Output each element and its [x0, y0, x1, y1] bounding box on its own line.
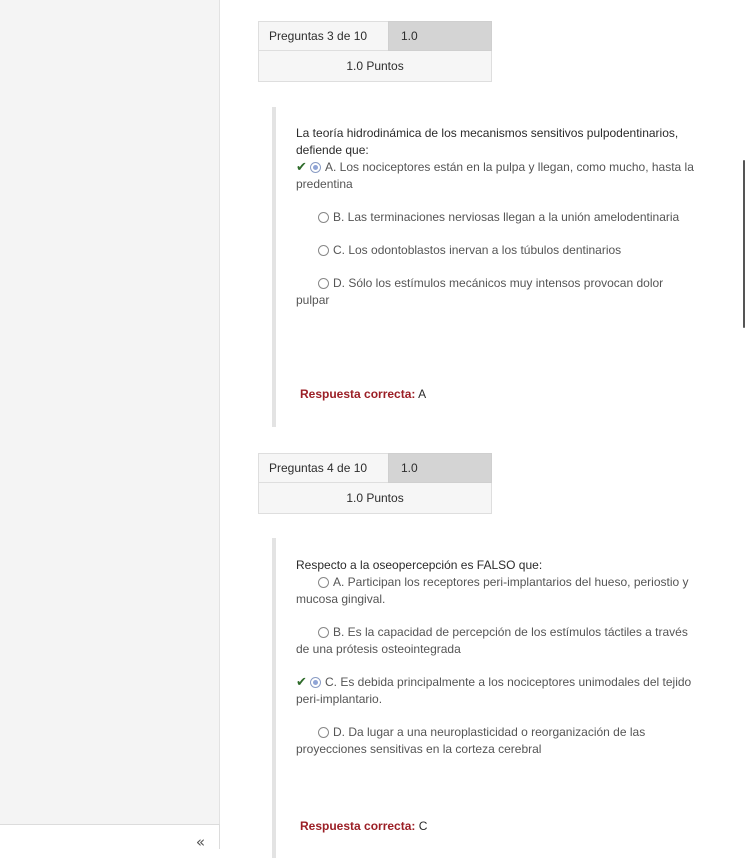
- option-b[interactable]: B. Las terminaciones nerviosas llegan a la unión amelodentinaria: [296, 209, 698, 226]
- correct-check-icon: ✔: [296, 160, 307, 175]
- radio-icon[interactable]: [318, 212, 329, 223]
- question-counter: Preguntas 3 de 10: [258, 21, 388, 51]
- question-score: 1.0: [388, 453, 492, 483]
- option-b[interactable]: B. Es la capacidad de percepción de los estímulos táctiles a través de una prótesis osteointegrada: [296, 625, 688, 656]
- correct-answer-value: A: [418, 387, 427, 401]
- correct-check-icon: ✔: [296, 675, 307, 690]
- question-body: [272, 107, 698, 427]
- question-text: La teoría hidrodinámica de los mecanismos sensitivos pulpodentinarios, defiende que:: [296, 126, 679, 157]
- question-counter: Preguntas 4 de 10: [258, 453, 388, 483]
- radio-icon[interactable]: [318, 245, 329, 256]
- correct-answer: [300, 819, 427, 833]
- question-body: [272, 538, 698, 858]
- question-header: [258, 21, 492, 82]
- question-score: 1.0: [388, 21, 492, 51]
- radio-selected-icon[interactable]: [310, 677, 321, 688]
- correct-answer-value: C: [418, 819, 428, 833]
- question-text: Respecto a la oseopercepción es FALSO que:: [296, 558, 543, 572]
- question-points: 1.0 Puntos: [258, 483, 492, 514]
- radio-icon[interactable]: [318, 627, 329, 638]
- correct-answer: [300, 387, 426, 401]
- collapse-sidebar-icon[interactable]: «: [195, 833, 205, 851]
- option-d[interactable]: D. Sólo los estímulos mecánicos muy intensos provocan dolor pulpar: [296, 276, 664, 307]
- option-d[interactable]: D. Da lugar a una neuroplasticidad o reorganización de las proyecciones sensitivas en la corteza cerebral: [296, 725, 646, 756]
- radio-selected-icon[interactable]: [310, 162, 321, 173]
- sidebar: [0, 0, 220, 851]
- radio-icon[interactable]: [318, 278, 329, 289]
- option-a[interactable]: A. Participan los receptores peri-implantarios del hueso, periostio y mucosa gingival.: [296, 575, 689, 606]
- option-c[interactable]: C. Los odontoblastos inervan a los túbulos dentinarios: [296, 242, 698, 259]
- radio-icon[interactable]: [318, 577, 329, 588]
- option-c[interactable]: ✔ C. Es debida principalmente a los nociceptores unimodales del tejido peri-implantario.: [296, 675, 692, 706]
- question-header: [258, 453, 492, 514]
- correct-answer-label: Respuesta correcta:: [300, 387, 416, 401]
- scrollbar[interactable]: [743, 160, 745, 328]
- correct-answer-label: Respuesta correcta:: [300, 819, 416, 833]
- question-points: 1.0 Puntos: [258, 51, 492, 82]
- main-content: [220, 0, 748, 848]
- option-a[interactable]: ✔ A. Los nociceptores están en la pulpa y llegan, como mucho, hasta la predentina: [296, 160, 694, 191]
- radio-icon[interactable]: [318, 727, 329, 738]
- sidebar-footer: [0, 824, 220, 849]
